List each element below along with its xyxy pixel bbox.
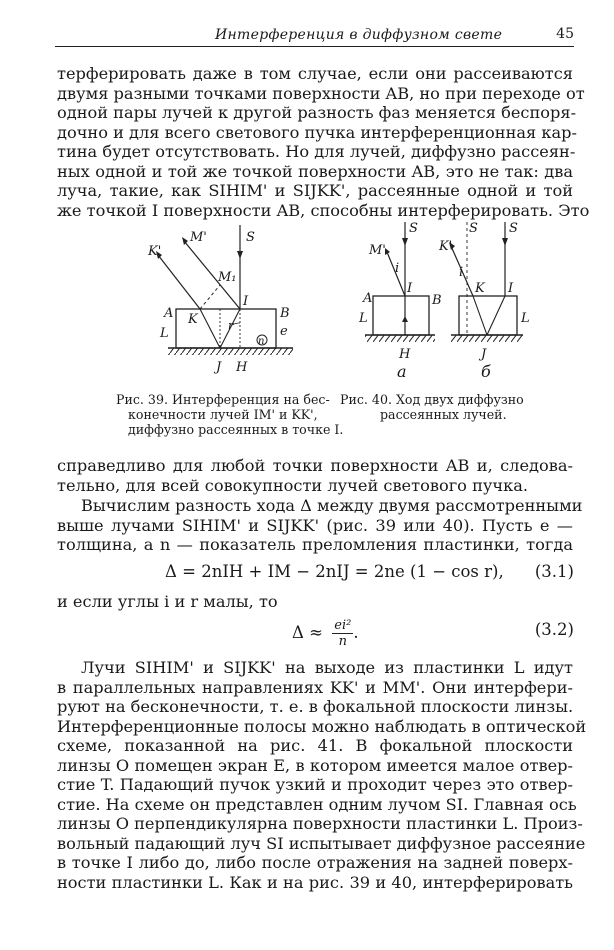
eq-fraction bbox=[332, 618, 353, 649]
text-line: стие T. Падающий пучок узкий и проходит через это отвер- bbox=[57, 775, 573, 794]
text-line: в точке I либо до, либо после отражения на задней поверх- bbox=[57, 853, 573, 872]
ray-k-prime bbox=[158, 255, 200, 309]
figure-39-caption bbox=[116, 392, 343, 437]
text-line: дочно и для всего светового пучка интерференционная кар- bbox=[57, 122, 577, 142]
text-line: луча, такие, как SIHIM' и SIJKK', рассеянные одной и той bbox=[57, 181, 573, 200]
text-line: ных одной и той же точкой поверхности AB, это не так: два bbox=[57, 161, 573, 181]
text-line: линзы O перпендикулярна поверхности пластинки L. Произ- bbox=[57, 814, 583, 833]
refracted-ray-b bbox=[487, 296, 505, 335]
text-line: двумя разными точками поверхности AB, но при переходе от bbox=[57, 83, 585, 103]
mirror-hatching-a bbox=[365, 335, 435, 342]
equation-3-1: Δ = 2nIH + IM − 2nIJ = 2ne (1 − cos r), bbox=[165, 562, 504, 581]
label-h-a: H bbox=[399, 347, 411, 362]
label-s2-b: S bbox=[509, 221, 518, 236]
page-number: 45 bbox=[556, 26, 574, 42]
wavefront-dashed bbox=[200, 285, 220, 309]
label-k-prime-b: K' bbox=[439, 239, 453, 254]
text-line: линзы O помещен экран E, в котором имеется малое отвер- bbox=[57, 755, 573, 775]
mirror-hatching bbox=[168, 348, 293, 355]
text-line: вольный падающий луч SI испытывает диффузное рассеяние bbox=[57, 833, 586, 853]
arrow-icon bbox=[502, 238, 508, 246]
text-line: выше лучами SIHIM' и SIJKK' (рис. 39 или 40). Пусть e — bbox=[57, 515, 573, 535]
figure-40-diagram bbox=[355, 222, 535, 382]
label-m-prime: M' bbox=[190, 230, 207, 245]
figure-39-diagram bbox=[140, 225, 320, 380]
text-line: и если углы i и r малы, то bbox=[57, 592, 278, 611]
label-sub-b: б bbox=[481, 362, 491, 381]
label-l-a: L bbox=[359, 311, 368, 326]
eq-lhs: Δ ≈ bbox=[292, 623, 323, 642]
text-line: толщина, а n — показатель преломления пластинки, тогда bbox=[57, 535, 573, 554]
label-r: r bbox=[228, 319, 234, 332]
label-a: A bbox=[164, 306, 174, 321]
paragraph-3 bbox=[57, 496, 583, 555]
reflected-ray-b bbox=[473, 296, 487, 335]
caption-line: Рис. 39. Интерференция на бес- bbox=[116, 392, 330, 407]
text-line: тина будет отсутствовать. Но для лучей, диффузно рассеян- bbox=[57, 142, 576, 161]
caption-line: Рис. 40. Ход двух диффузно bbox=[340, 392, 524, 407]
label-b-a: B bbox=[432, 293, 442, 308]
text-line: стие. На схеме он представлен одним лучом SI. Главная ось bbox=[57, 794, 577, 814]
header-title: Интерференция в диффузном свете bbox=[215, 27, 503, 43]
text-line: Интерференционные полосы можно наблюдать в оптической bbox=[57, 716, 587, 736]
label-j: J bbox=[216, 360, 222, 375]
arrow-icon bbox=[237, 251, 243, 259]
label-l-b: L bbox=[521, 311, 530, 326]
text-line: же точкой I поверхности AB, способны интерферировать. Это bbox=[57, 200, 590, 220]
label-e: e bbox=[280, 324, 288, 339]
reflected-ray bbox=[200, 309, 220, 348]
label-sub-a: а bbox=[397, 362, 407, 381]
caption-line: конечности лучей IM' и KK', bbox=[128, 407, 318, 422]
label-j-b: J bbox=[481, 347, 487, 362]
label-m-prime-a: M' bbox=[369, 243, 386, 258]
text-line: Вычислим разность хода Δ между двумя рассмотренными bbox=[81, 496, 583, 515]
equation-3-2 bbox=[292, 618, 359, 649]
running-header bbox=[55, 26, 574, 47]
paragraph-2 bbox=[57, 456, 573, 495]
label-i: I bbox=[243, 294, 249, 309]
plate-b bbox=[459, 296, 517, 335]
label-h: H bbox=[236, 360, 248, 375]
label-l: L bbox=[160, 326, 169, 341]
label-a-a: A bbox=[363, 291, 373, 306]
caption-line: рассеянных лучей. bbox=[380, 407, 507, 422]
arrow-icon bbox=[402, 238, 408, 246]
arrow-icon bbox=[402, 316, 408, 322]
label-i-angle-a: i bbox=[395, 261, 400, 276]
paragraph-1 bbox=[57, 64, 590, 220]
text-line: тельно, для всей совокупности лучей светового пучка. bbox=[57, 475, 528, 495]
arrow-icon bbox=[182, 237, 188, 245]
label-s-b: S bbox=[469, 221, 478, 236]
figure-40-caption bbox=[340, 392, 524, 422]
text-line: терферировать даже в том случае, если они рассеиваются bbox=[57, 64, 573, 83]
text-line: схеме, показанной на рис. 41. В фокальной плоскости bbox=[57, 736, 573, 755]
equation-number-3-1: (3.1) bbox=[534, 562, 574, 581]
label-k: K bbox=[188, 312, 198, 327]
paragraph-4 bbox=[57, 592, 573, 612]
caption-line: диффузно рассеянных в точке I. bbox=[128, 422, 344, 437]
equation-number-3-2: (3.2) bbox=[534, 620, 574, 639]
text-line: ности пластинки L. Как и на рис. 39 и 40, интерферировать bbox=[57, 872, 573, 892]
text-line: в параллельных направлениях KK' и MM'. Они интерфери- bbox=[57, 677, 573, 697]
label-s: S bbox=[246, 230, 255, 245]
label-b: B bbox=[280, 306, 290, 321]
label-s-a: S bbox=[409, 221, 418, 236]
label-n: n bbox=[258, 336, 265, 347]
text-line: Лучи SIHIM' и SIJKK' на выходе из пластинки L идут bbox=[81, 658, 573, 677]
eq-tail: . bbox=[353, 623, 359, 642]
plate-a bbox=[373, 296, 429, 335]
label-i-b: I bbox=[508, 281, 514, 296]
eq-denominator: n bbox=[338, 634, 347, 649]
label-i-a: I bbox=[407, 281, 413, 296]
text-line: справедливо для любой точки поверхности AB и, следова- bbox=[57, 456, 573, 475]
mirror-hatching-b bbox=[451, 335, 523, 342]
text-line: одной пары лучей к другой разность фаз меняется беспоря- bbox=[57, 103, 577, 122]
eq-numerator: ei² bbox=[334, 618, 352, 633]
label-m1: M₁ bbox=[218, 270, 237, 285]
label-k-b: K bbox=[475, 281, 485, 296]
label-k-prime: K' bbox=[148, 244, 162, 259]
paragraph-5 bbox=[57, 658, 587, 892]
label-i-angle-b: i bbox=[459, 265, 464, 280]
text-line: руют на бесконечности, т. е. в фокальной плоскости линзы. bbox=[57, 697, 574, 716]
